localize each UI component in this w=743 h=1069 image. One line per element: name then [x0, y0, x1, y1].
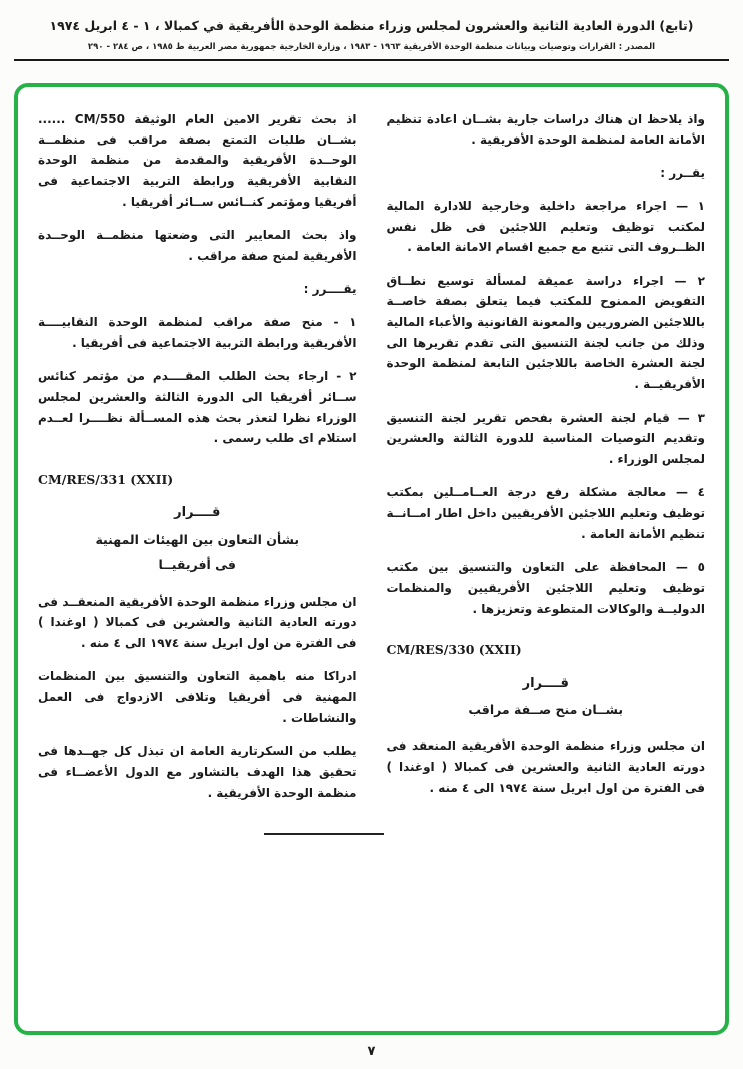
paragraph-council-session-330: ان مجلس وزراء منظمة الوحدة الأفريقية المنعقد فى دورته العادية الثانية والعشرين فى كمبالا ( اوغندا ) فى الفترة من اول ابريل سنة ١٩٧٤ الى ٤ منه .	[386, 739, 705, 795]
paragraph-council-session-331: ان مجلس وزراء منظمة الوحدة الأفريقية المنعقــد فى دورته العادية الثانية والعشرين فى كمبالا ( اوغندا ) فى الفترة من اول ابريل سنة ١٩٧٤ الى ٤ منه .	[38, 594, 357, 650]
document-header	[0, 0, 743, 61]
paragraph-criteria-examined: واذ بحث المعايير التى وضعتها منظمــة الوحــدة الأفريقية لمنح صفة مراقب .	[38, 228, 357, 263]
decision-item-3: ٣ — قيام لجنة العشرة بفحص تقرير لجنة التنسيق وتقديم التوصيات المناسبة للدورة الثالثة والعشرين لمجلس الوزراء .	[386, 410, 705, 466]
page-number: ٧	[367, 1044, 376, 1059]
paragraph-noting-studies: واذ يلاحظ ان هناك دراسات جارية بشــان اعادة تنظيم الأمانة العامة لمنظمة الوحدة الأفريقية .	[386, 112, 705, 147]
decides-heading-left: يقــــرر :	[303, 282, 357, 297]
decision-item-5: ٥ — المحافظة على التعاون والتنسيق بين مكتب توظيف وتعليم اللاجئين الأفريقيين والمنظمات الدوليــة والوكالات المتطوعة وتعزيزها .	[386, 560, 705, 616]
content-border-box	[14, 83, 729, 1035]
decision-item-observer-1: ١ - منح صفة مراقب لمنظمة الوحدة النقابيــــة الأفريقية ورابطة التربية الاجتماعية فى أفريقيا .	[38, 315, 357, 350]
resolution-subtitle-331-line2: فى أفريقيــا	[158, 557, 236, 573]
resolution-subtitle-331-line1: بشأن التعاون بين الهيئات المهنية	[95, 531, 300, 547]
decision-item-observer-2: ٢ - ارجاء بحث الطلب المقــــدم من مؤتمر كنائس ســائر أفريقيا الى الدورة الثالثة والعشرين لمجلس الوزراء نظرا لتعذر بحث هذه المســألة نظــــرا لعــدم استلام اى طلب رسمى .	[38, 369, 357, 446]
resolution-title-331: قــــرار	[174, 505, 221, 521]
right-column	[387, 109, 706, 816]
decision-item-2: ٢ — اجراء دراسة عميقة لمسألة توسيع نطــاق التفويض الممنوح للمكتب فيما يتعلق بصفة خاصــة باللاجئين الضروريين والمعونة القانونية والأعباء المالية وذلك من جانب لجنة التنسيق التى تقدم تقريرها الى لجنة العشرة الخاصة باللاجئين التابعة لمنظمة الوحدة الأفريقيــة .	[386, 273, 705, 391]
document-title: (تابع) الدورة العادية الثانية والعشرون لمجلس وزراء منظمة الوحدة الأفريقية في كمبالا ، ١ - ٤ ابريل ١٩٧٤	[49, 18, 694, 33]
paragraph-report-examined: اذ بحث تقرير الامين العام الوثيقة CM/550 ...... بشــان طلبات التمتع بصفة مراقب فى منظمــة الوحــدة الأفريقية والمقدمة من منظمة الوحدة النقابية الأفريقية ورابطة التربية الاجتماعية فى أفريقيا ومؤتمر كنــائس ســائر أفريقيا .	[38, 112, 357, 209]
resolution-code-331: CM/RES/331 (XXII)	[38, 471, 174, 487]
left-column	[38, 109, 357, 816]
paragraph-requests-secretariat: يطلب من السكرتارية العامة ان تبذل كل جهــدها فى تحقيق هذا الهدف بالتشاور مع الدول الأعضــاء فى منظمة الوحدة الأفريقية .	[38, 744, 357, 800]
resolution-subtitle-330: بشــان منح صــفة مراقب	[468, 701, 624, 717]
decides-heading-right: يقــرر :	[660, 166, 705, 181]
resolution-title-330: قــــرار	[522, 675, 569, 691]
header-divider	[14, 59, 729, 61]
section-end-divider	[264, 833, 384, 835]
two-column-layout	[18, 87, 725, 816]
paragraph-awareness-cooperation: ادراكا منه باهمية التعاون والتنسيق بين المنظمات المهنية فى أفريقيا وتلافى الازدواج فى العمل والنشاطات .	[38, 669, 357, 725]
resolution-code-330: CM/RES/330 (XXII)	[386, 642, 522, 658]
decision-item-4: ٤ — معالجة مشكلة رفع درجة العــامــلين بمكتب توظيف وتعليم اللاجئين الأفريقيين داخل اطار امــانــة تنظيم الأمانة العامة .	[386, 485, 705, 541]
document-source-line: المصدر : القرارات وتوصيات وبيانات منظمة الوحدة الأفريقية ١٩٦٣ - ١٩٨٣ ، وزارة الخارجية جمهورية مصر العربية ط ١٩٨٥ ، ص ٢٨٤ - ٢٩٠	[87, 42, 656, 52]
decision-item-1: ١ — اجراء مراجعة داخلية وخارجية للادارة المالية لمكتب توظيف وتعليم اللاجئين فى ظل نفس الظــروف التى تتبع مع جميع اقسام الامانة العامة .	[386, 198, 705, 255]
